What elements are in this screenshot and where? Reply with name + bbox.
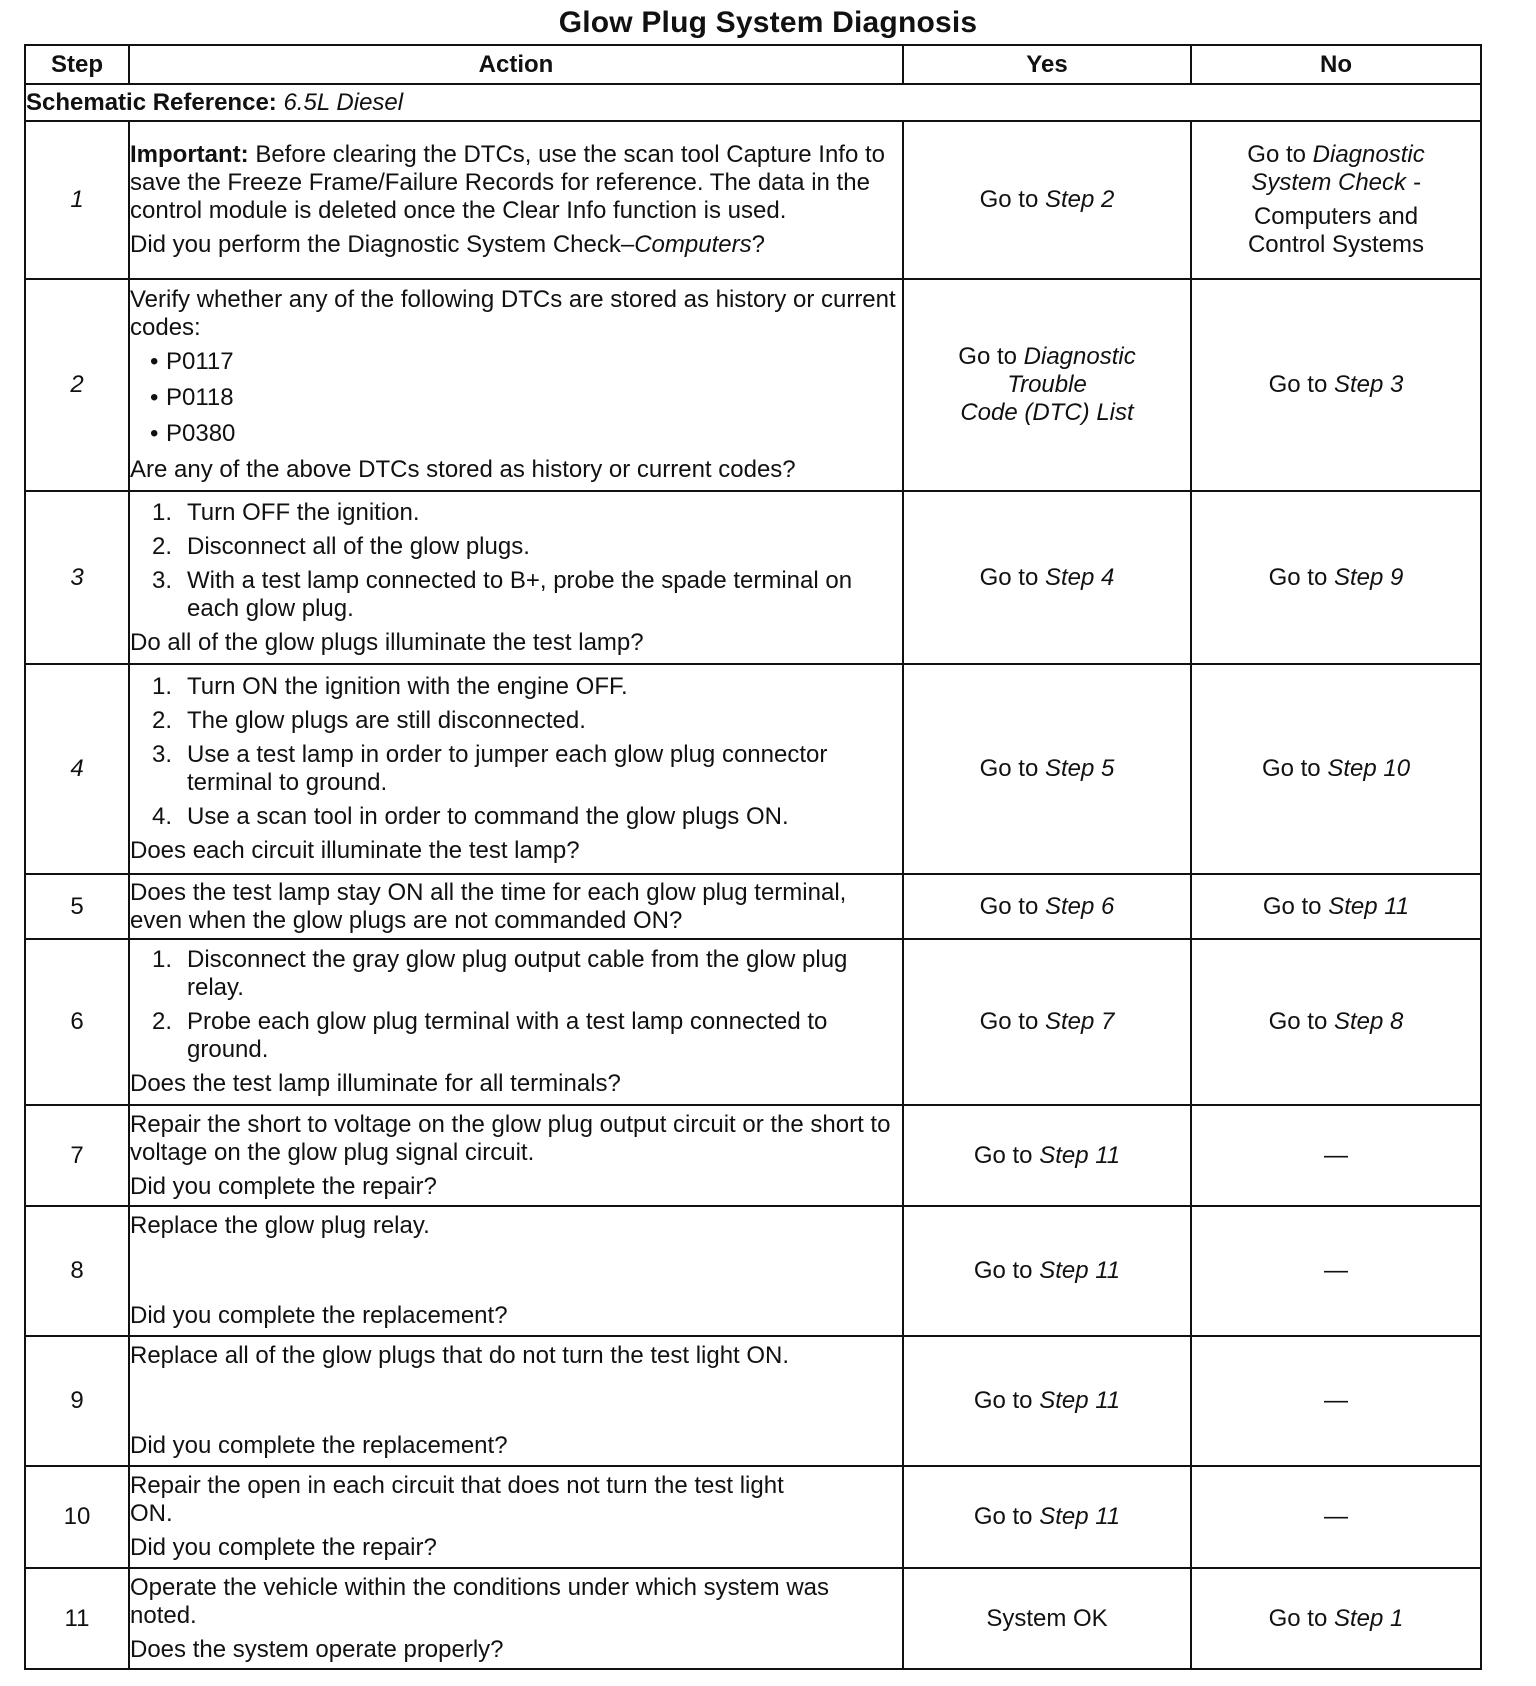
table-row (25, 1568, 1481, 1669)
no-cell: — (1191, 1336, 1481, 1466)
important-note: Important: Before clearing the DTCs, use the scan tool Capture Info to save the Freeze Frame/Failure Records for reference. The data in the control module is deleted once the Clear Info function is used. (130, 141, 885, 224)
instruction-list (130, 946, 902, 1064)
list-item: 3. With a test lamp connected to B+, probe the spade terminal on each glow plug. (152, 566, 853, 622)
question-text: Do all of the glow plugs illuminate the test lamp? (130, 628, 644, 656)
action-cell (129, 279, 903, 491)
table-row (25, 279, 1481, 491)
table-row (25, 939, 1481, 1105)
step-number: 1 (25, 121, 129, 279)
header-row (25, 45, 1481, 84)
header-step: Step (25, 45, 129, 84)
step-number: 4 (25, 664, 129, 874)
list-item: 2. The glow plugs are still disconnected. (152, 707, 586, 734)
list-item: 1. Turn ON the ignition with the engine OFF. (152, 673, 628, 700)
table-row (25, 121, 1481, 279)
list-item: 1. Disconnect the gray glow plug output cable from the glow plug relay. (152, 946, 848, 1001)
list-item: 3. Use a test lamp in order to jumper each glow plug connector terminal to ground. (152, 741, 828, 796)
page-title: Glow Plug System Diagnosis (558, 6, 978, 39)
no-cell: — (1191, 1206, 1481, 1336)
list-item: 4. Use a scan tool in order to command the glow plugs ON. (152, 803, 789, 830)
no-cell: Go to Step 10 (1191, 664, 1481, 874)
list-item: 2. Disconnect all of the glow plugs. (152, 532, 530, 560)
schematic-reference (25, 84, 1481, 121)
action-text: Repair the open in each circuit that does not turn the test light ON. (130, 1472, 784, 1527)
action-cell (129, 491, 903, 664)
question-text: Are any of the above DTCs stored as history or current codes? (130, 456, 796, 483)
question-text: Does each circuit illuminate the test lamp? (130, 837, 580, 864)
yes-cell: Go to Step 7 (903, 939, 1191, 1105)
question-text: Did you complete the repair? (130, 1534, 437, 1561)
intro-text: Verify whether any of the following DTCs are stored as history or current codes: (130, 286, 896, 341)
step-number: 6 (25, 939, 129, 1105)
question-text: Did you complete the replacement? (130, 1432, 508, 1459)
question-text: Does the test lamp illuminate for all terminals? (130, 1070, 621, 1097)
table-row (25, 1466, 1481, 1568)
step-number: 9 (25, 1336, 129, 1466)
dtc-list (130, 348, 902, 448)
no-cell: Go to Step 3 (1191, 279, 1481, 491)
yes-cell: Go to Diagnostic Trouble Code (DTC) List (903, 279, 1191, 491)
table-row (25, 664, 1481, 874)
no-cell: Go to Step 11 (1191, 874, 1481, 939)
diagnosis-table (24, 44, 1482, 1670)
table-row (25, 1105, 1481, 1206)
instruction-list (130, 499, 902, 623)
action-cell (129, 1336, 903, 1466)
no-cell: Go to Step 1 (1191, 1568, 1481, 1669)
yes-cell: Go to Step 2 (903, 121, 1191, 279)
schematic-label: Schematic Reference: (26, 88, 277, 116)
header-action: Action (129, 45, 903, 84)
step-number: 11 (25, 1568, 129, 1669)
action-cell (129, 121, 903, 279)
yes-cell: Go to Step 6 (903, 874, 1191, 939)
yes-cell: Go to Step 11 (903, 1105, 1191, 1206)
question-text: Does the test lamp stay ON all the time for each glow plug terminal, even when the glow plugs are not commanded ON? (130, 878, 847, 934)
no-cell: — (1191, 1105, 1481, 1206)
action-cell (129, 939, 903, 1105)
action-cell (129, 1568, 903, 1669)
table-row (25, 1336, 1481, 1466)
no-cell: Go to Step 9 (1191, 491, 1481, 664)
action-cell (129, 1105, 903, 1206)
no-cell: Go to Diagnostic System Check - Computers and Control Systems (1191, 121, 1481, 279)
step-number: 5 (25, 874, 129, 939)
schematic-row (25, 84, 1481, 121)
step-number: 7 (25, 1105, 129, 1206)
table-row (25, 874, 1481, 939)
table-row (25, 1206, 1481, 1336)
question-text: Does the system operate properly? (130, 1635, 504, 1663)
action-cell (129, 664, 903, 874)
yes-cell: System OK (903, 1568, 1191, 1669)
header-no: No (1191, 45, 1481, 84)
list-item: • P0117 (150, 348, 234, 375)
no-cell: — (1191, 1466, 1481, 1568)
step-number: 3 (25, 491, 129, 664)
list-item: 2. Probe each glow plug terminal with a test lamp connected to ground. (152, 1008, 828, 1063)
step-number: 2 (25, 279, 129, 491)
list-item: • P0380 (150, 420, 236, 447)
action-text: Replace all of the glow plugs that do not turn the test light ON. (130, 1342, 790, 1369)
question-text: Did you complete the repair? (130, 1172, 437, 1200)
step-number: 10 (25, 1466, 129, 1568)
question-text: Did you complete the replacement? (130, 1302, 508, 1329)
yes-cell: Go to Step 5 (903, 664, 1191, 874)
action-text: Replace the glow plug relay. (130, 1212, 430, 1239)
action-cell (129, 874, 903, 939)
table-row (25, 491, 1481, 664)
list-item: • P0118 (150, 384, 234, 411)
step-number: 8 (25, 1206, 129, 1336)
list-item: 1. Turn OFF the ignition. (152, 498, 420, 526)
action-text: Operate the vehicle within the conditions under which system was noted. (130, 1573, 830, 1629)
no-cell: Go to Step 8 (1191, 939, 1481, 1105)
yes-cell: Go to Step 11 (903, 1206, 1191, 1336)
question-text: Did you perform the Diagnostic System Check–Computers? (130, 231, 765, 258)
action-cell (129, 1466, 903, 1568)
instruction-list (130, 673, 902, 831)
action-text: Repair the short to voltage on the glow plug output circuit or the short to voltage on the glow plug signal circuit. (130, 1110, 891, 1166)
schematic-value: 6.5L Diesel (283, 88, 404, 116)
action-cell (129, 1206, 903, 1336)
header-yes: Yes (903, 45, 1191, 84)
yes-cell: Go to Step 4 (903, 491, 1191, 664)
yes-cell: Go to Step 11 (903, 1466, 1191, 1568)
yes-cell: Go to Step 11 (903, 1336, 1191, 1466)
